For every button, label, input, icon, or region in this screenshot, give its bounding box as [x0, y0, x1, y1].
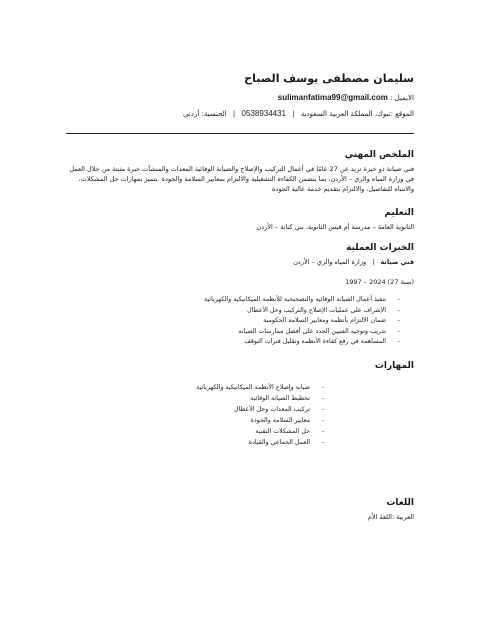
email-label: الايميل :	[390, 94, 414, 102]
dash-marker: -	[397, 296, 400, 303]
education-title: التعليم	[384, 208, 414, 218]
separator: |	[292, 110, 295, 118]
list-item: - حل المشكلات التقنية	[255, 428, 324, 435]
phone-number: 0538934431	[241, 109, 287, 118]
email-line	[66, 93, 414, 103]
languages-title: اللغات	[386, 498, 414, 508]
skills-section	[66, 360, 414, 448]
languages-text: العربية :اللغة الأم	[367, 513, 414, 521]
list-item: - تخطيط الصيانة الوقائية	[250, 395, 324, 402]
summary-text: فني صيانة ذو خبرة تزيد عن 27 عامًا في أعمال التركيب والإصلاح والصيانة الوقائية المعدات والمنشآت.خبرة مثبتة من خلال العمل في وزارة المياه والري – الأردن، بما يتضمن الكفاءة التشغيلية والالتزام بمعايير السلامة والجودة .يتميز بمهارات حل المشكلات، والانتباه للتفاصيل، والالتزام بتقديم خدمة عالية الجودة	[69, 165, 414, 193]
list-item: - تركيب المعدات وحل الأعطال	[233, 406, 324, 413]
nationality-text: الجنسية: أردني	[183, 110, 227, 118]
dash-marker: -	[321, 395, 324, 402]
dash-marker: -	[321, 439, 324, 446]
dash-marker: -	[397, 306, 400, 314]
list-item: - صيانة وإصلاح الأنظمة الميكانيكية والكهربائية	[196, 384, 324, 391]
location-text: الموقع :تبوك، المملكة العربية السعودية	[300, 110, 414, 118]
list-item: - الإشراف على عمليات الإصلاح والتركيب وحل الأعطال	[66, 306, 400, 317]
list-item: - تدريب وتوجيه الفنيين الجدد على أفضل ممارسات الصيانة	[66, 327, 400, 338]
list-item: - العمل الجماعي والقيادة	[248, 439, 324, 446]
dash-marker: -	[321, 417, 324, 424]
list-item: - المساهمة في رفع كفاءة الأنظمة وتقليل فترات التوقف	[66, 337, 400, 348]
dash-marker: -	[397, 317, 400, 324]
education-section	[66, 207, 414, 232]
experience-section	[66, 242, 414, 348]
experience-bullets	[66, 295, 414, 348]
separator: |	[372, 258, 375, 266]
list-item: - معايير السلامة والجودة	[250, 417, 324, 424]
summary-section	[66, 149, 414, 194]
job-line	[66, 257, 414, 267]
languages-section	[66, 497, 414, 522]
job-title: فني صيانة	[380, 258, 414, 266]
job-period: (سنة 27) 2024 – 1997	[345, 278, 414, 286]
dash-marker: -	[321, 406, 324, 413]
header-divider	[66, 133, 414, 134]
list-item: - تنفيذ أعمال الصيانة الوقائية والتصحيحية للأنظمة الميكانيكية والكهربائية	[66, 295, 400, 306]
summary-title: الملخص المهني	[344, 150, 414, 160]
employer-name: وزارة المياه والري – الأردن	[293, 258, 367, 266]
location-line	[66, 109, 414, 119]
dash-marker: -	[397, 338, 400, 345]
resume-header	[66, 72, 414, 119]
skills-title: المهارات	[374, 361, 414, 371]
dash-marker: -	[397, 327, 400, 335]
skills-list	[66, 382, 414, 448]
dash-marker: -	[321, 384, 324, 391]
list-item: - ضمان الالتزام بأنظمة ومعايير السلامة الحكومية	[66, 316, 400, 327]
dash-marker: -	[321, 428, 324, 435]
candidate-name: سليمان مصطفى يوسف الصباح	[244, 72, 414, 85]
education-text: الثانوية العامة – مدرسة أم قيس الثانوية، بني كنانة – الأردن	[256, 223, 414, 231]
separator: |	[232, 110, 236, 118]
email-link[interactable]: sulimanfatima99@gmail.com	[277, 93, 388, 102]
experience-title: الخبرات العملية	[346, 243, 414, 253]
